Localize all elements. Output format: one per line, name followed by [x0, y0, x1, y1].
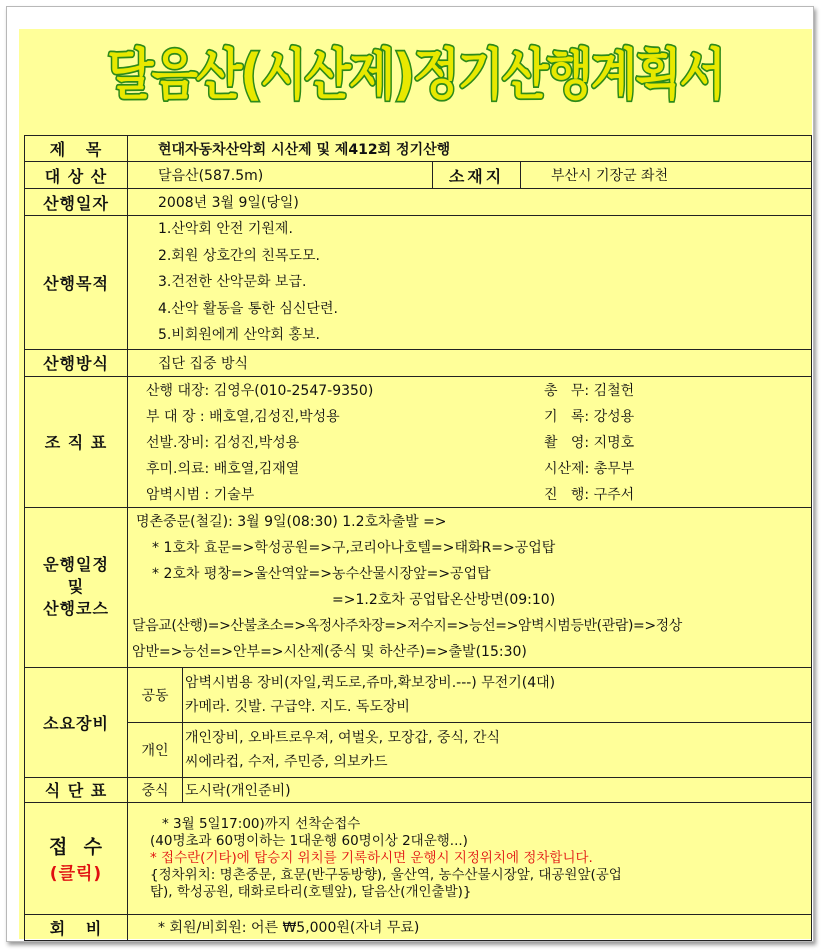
row-organization	[25, 376, 812, 507]
method-label: 산행방식	[25, 349, 128, 376]
org-role: 총 무: 김철헌	[544, 382, 635, 399]
purpose-label: 산행목적	[25, 216, 128, 350]
org-label: 조 직 표	[25, 376, 128, 507]
fee-value: * 회원/비회원: 어른 ₩5,000원(자녀 무료)	[128, 914, 812, 940]
plan-sheet	[19, 29, 812, 939]
row-meal	[25, 777, 812, 802]
equipment-personal-list	[183, 722, 812, 777]
schedule-line: =>1.2호차 공업탑온산방면(09:10)	[332, 592, 556, 609]
schedule-line: * 1호차 효문=>학성공원=>구,코리아나호텔=>태화R=>공업탑	[152, 540, 556, 557]
purpose-item: 2.회원 상호간의 친목도모.	[158, 247, 320, 264]
equipment-label: 소요장비	[25, 667, 128, 777]
plan-table	[24, 135, 812, 941]
document-frame	[6, 6, 814, 942]
purpose-list	[128, 216, 812, 350]
org-role: 촬 영: 지명호	[544, 434, 635, 451]
meal-label: 식 단 표	[25, 777, 128, 802]
reception-line: {정차위치: 명촌중문, 효문(반구동방향), 울산역, 농수산물시장앞, 대공원앞(공업	[150, 866, 622, 883]
org-role: 후미.의료: 배호열,김재열	[146, 460, 300, 477]
org-role: 시산제: 총무부	[544, 460, 635, 477]
org-role: 기 록: 강성용	[544, 408, 635, 425]
method-value: 집단 집중 방식	[128, 349, 812, 376]
schedule-line: * 2호차 평창=>울산역앞=>농수산물시장앞=>공업탑	[152, 566, 491, 583]
reception-line: 탑), 학성공원, 태화로타리(호텔앞), 달음산(개인출발)}	[150, 883, 472, 900]
equipment-item: 씨에라컵, 수저, 주민증, 의보카드	[185, 753, 388, 770]
row-mountain	[25, 162, 812, 189]
purpose-item: 3.건전한 산악문화 보급.	[158, 274, 307, 291]
reception-label-cell	[25, 802, 128, 914]
reception-line: (40명초과 60명이하는 1대운행 60명이상 2대운행...)	[150, 832, 468, 849]
fee-label: 회 비	[25, 914, 128, 940]
org-role: 부 대 장 : 배호열,김성진,박성용	[146, 408, 340, 425]
reception-note: * 접수란(기타)에 탑승지 위치를 기록하시면 운행시 지정위치에 정차합니다.	[150, 849, 593, 866]
schedule-label: 운행일정 및 산행코스	[25, 507, 128, 667]
schedule-line: 암반=>능선=>안부=>시산제(중식 및 하산주)=>출발(15:30)	[132, 644, 527, 661]
purpose-item: 5.비회원에게 산악회 홍보.	[158, 327, 320, 344]
schedule-line: 명촌중문(철길): 3월 9일(08:30) 1.2호차출발 =>	[136, 514, 447, 531]
meal-sub-label: 중식	[128, 777, 183, 802]
equipment-item: 카메라. 깃발. 구급약. 지도. 독도장비	[185, 698, 410, 715]
purpose-item: 4.산악 활동을 통한 심신단련.	[158, 300, 338, 317]
subject-label: 제 목	[25, 136, 128, 162]
location-label: 소재지	[433, 162, 521, 189]
schedule-course	[128, 507, 812, 667]
equipment-personal-label: 개인	[128, 722, 183, 777]
row-method	[25, 349, 812, 376]
subject-value: 현대자동차산악회 시산제 및 제412회 정기산행	[128, 136, 812, 162]
row-date	[25, 189, 812, 216]
org-role: 암벽시범 : 기술부	[146, 486, 255, 503]
org-grid	[128, 377, 811, 507]
reception-click-link[interactable]: (클릭)	[49, 864, 103, 885]
row-schedule	[25, 507, 812, 667]
mountain-value: 달음산(587.5m)	[128, 162, 433, 189]
date-label: 산행일자	[25, 189, 128, 216]
org-role: 진 행: 구주서	[544, 486, 635, 503]
org-role: 선발.장비: 김성진,박성용	[146, 434, 300, 451]
schedule-line: 달음교(산행)=>산불초소=>옥정사주차장=>저수지=>능선=>암벽시범등반(관람)=>정상	[132, 618, 682, 635]
purpose-item: 1.산악회 안전 기원제.	[158, 221, 293, 237]
row-subject	[25, 136, 812, 162]
row-purpose	[25, 216, 812, 350]
reception-label: 접 수	[49, 836, 103, 859]
row-reception	[25, 802, 812, 914]
row-equipment-common	[25, 667, 812, 722]
equipment-common-list	[183, 667, 812, 722]
reception-info	[128, 802, 812, 914]
row-equipment-personal	[25, 722, 812, 777]
page-title: 달음산(시산제)정기산행계획서	[107, 42, 724, 108]
row-fee	[25, 914, 812, 940]
equipment-common-label: 공동	[128, 667, 183, 722]
location-value: 부산시 기장군 좌천	[521, 162, 812, 189]
meal-value: 도시락(개인준비)	[183, 777, 812, 802]
equipment-item: 개인장비, 오바트로우져, 여벌옷, 모장갑, 중식, 간식	[185, 729, 500, 746]
mountain-label: 대 상 산	[25, 162, 128, 189]
equipment-item: 암벽시범용 장비(자일,퀵도로,쥬마,확보장비.---) 무전기(4대)	[185, 674, 556, 691]
date-value: 2008년 3월 9일(당일)	[128, 189, 812, 216]
org-role: 산행 대장: 김영우(010-2547-9350)	[146, 382, 374, 399]
reception-line: * 3월 5일17:00)까지 선착순접수	[162, 815, 361, 832]
